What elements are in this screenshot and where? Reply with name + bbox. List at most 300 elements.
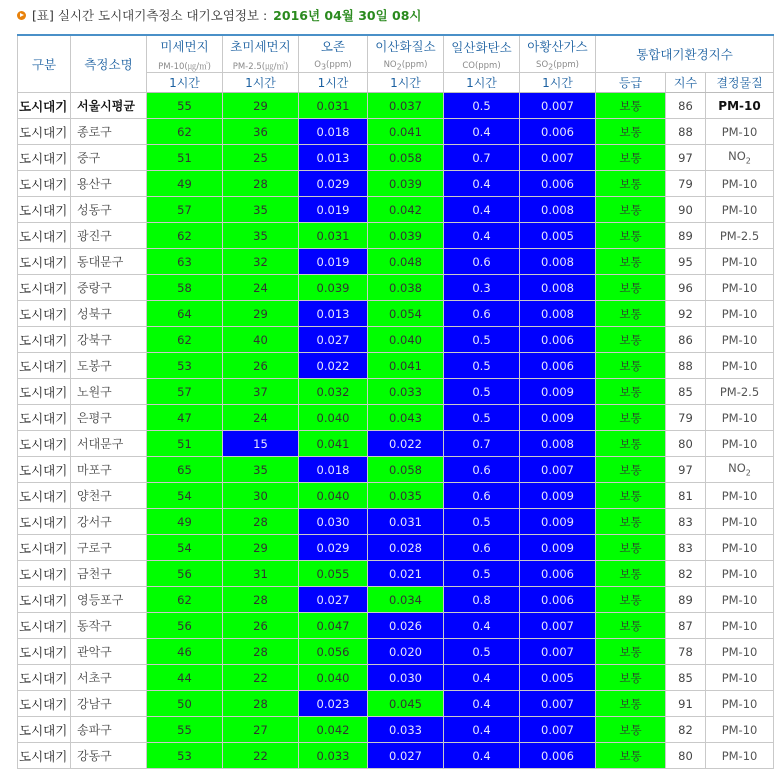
row-station: 영등포구	[71, 587, 147, 613]
row-kind: 도시대기	[18, 353, 71, 379]
cell-determinant	[706, 457, 774, 483]
row-station: 성북구	[71, 301, 147, 327]
cell-cai-index: 89	[666, 587, 706, 613]
cell-so2: 0.007	[520, 717, 596, 743]
cell-co: 0.5	[444, 405, 520, 431]
period-pm10: 1시간	[147, 73, 223, 93]
cell-cai-index: 83	[666, 535, 706, 561]
cell-cai-index: 78	[666, 639, 706, 665]
cell-so2: 0.007	[520, 457, 596, 483]
cell-cai-index: 97	[666, 145, 706, 171]
cell-pm25: 15	[223, 431, 299, 457]
cell-no2: 0.037	[368, 93, 444, 119]
cell-cai-index: 79	[666, 171, 706, 197]
cell-determinant: PM-10	[706, 171, 774, 197]
cell-determinant: PM-10	[706, 119, 774, 145]
cell-cai-index: 80	[666, 743, 706, 769]
cell-cai-grade: 보통	[596, 431, 666, 457]
cell-cai-index: 95	[666, 249, 706, 275]
period-so2: 1시간	[520, 73, 596, 93]
period-pm25: 1시간	[223, 73, 299, 93]
row-kind: 도시대기	[18, 301, 71, 327]
cell-cai-index: 89	[666, 223, 706, 249]
cell-o3: 0.042	[299, 717, 368, 743]
cell-pm10: 46	[147, 639, 223, 665]
cell-o3: 0.029	[299, 535, 368, 561]
cell-determinant: PM-10	[706, 691, 774, 717]
cell-pm10: 57	[147, 197, 223, 223]
cell-cai-index: 81	[666, 483, 706, 509]
cell-cai-index: 85	[666, 379, 706, 405]
cell-cai-grade: 보통	[596, 93, 666, 119]
cell-cai-index: 88	[666, 119, 706, 145]
cell-pm25: 29	[223, 301, 299, 327]
cell-so2: 0.006	[520, 327, 596, 353]
cell-pm10: 51	[147, 145, 223, 171]
cell-cai-grade: 보통	[596, 639, 666, 665]
cell-determinant: PM-10	[706, 301, 774, 327]
cell-no2: 0.043	[368, 405, 444, 431]
table-row	[18, 249, 774, 275]
period-o3: 1시간	[299, 73, 368, 93]
table-row	[18, 613, 774, 639]
row-station: 동대문구	[71, 249, 147, 275]
cell-determinant: PM-10	[706, 587, 774, 613]
cell-determinant	[706, 145, 774, 171]
cell-no2: 0.038	[368, 275, 444, 301]
table-row	[18, 197, 774, 223]
cell-cai-grade: 보통	[596, 223, 666, 249]
cell-pm10: 65	[147, 457, 223, 483]
cell-cai-index: 91	[666, 691, 706, 717]
cell-pm25: 29	[223, 93, 299, 119]
header-cai: 통합대기환경지수	[596, 35, 774, 73]
cell-no2: 0.035	[368, 483, 444, 509]
table-row	[18, 119, 774, 145]
determinant-text: $NO_2$	[728, 461, 751, 478]
cell-cai-grade: 보통	[596, 379, 666, 405]
table-row	[18, 327, 774, 353]
cell-no2: 0.058	[368, 457, 444, 483]
cell-o3: 0.056	[299, 639, 368, 665]
row-kind: 도시대기	[18, 145, 71, 171]
cell-cai-grade: 보통	[596, 457, 666, 483]
cell-cai-grade: 보통	[596, 327, 666, 353]
cell-pm25: 31	[223, 561, 299, 587]
table-row	[18, 431, 774, 457]
cell-cai-grade: 보통	[596, 197, 666, 223]
row-station: 강서구	[71, 509, 147, 535]
cell-pm25: 30	[223, 483, 299, 509]
row-station: 서초구	[71, 665, 147, 691]
cell-no2: 0.033	[368, 717, 444, 743]
cell-determinant: PM-10	[706, 353, 774, 379]
row-station: 강남구	[71, 691, 147, 717]
row-kind: 도시대기	[18, 223, 71, 249]
cell-cai-grade: 보통	[596, 249, 666, 275]
cell-no2: 0.041	[368, 353, 444, 379]
row-station: 중랑구	[71, 275, 147, 301]
cell-so2: 0.007	[520, 691, 596, 717]
row-kind: 도시대기	[18, 327, 71, 353]
header-o3: 오존 $O_3(ppm)$	[299, 35, 368, 73]
cell-so2: 0.009	[520, 483, 596, 509]
row-station: 종로구	[71, 119, 147, 145]
cell-determinant: PM-10	[706, 561, 774, 587]
cell-pm25: 24	[223, 405, 299, 431]
cell-pm10: 62	[147, 119, 223, 145]
cell-pm10: 55	[147, 93, 223, 119]
row-station: 중구	[71, 145, 147, 171]
row-station: 양천구	[71, 483, 147, 509]
cell-pm10: 54	[147, 483, 223, 509]
cell-determinant: PM-10	[706, 249, 774, 275]
cell-cai-grade: 보통	[596, 535, 666, 561]
page-title: 실시간 도시대기측정소 대기오염정보 :	[57, 8, 268, 23]
table-row	[18, 457, 774, 483]
cell-pm10: 51	[147, 431, 223, 457]
cell-no2: 0.058	[368, 145, 444, 171]
cell-pm25: 32	[223, 249, 299, 275]
row-station: 서대문구	[71, 431, 147, 457]
cell-co: 0.5	[444, 561, 520, 587]
cell-no2: 0.033	[368, 379, 444, 405]
cell-no2: 0.045	[368, 691, 444, 717]
cell-co: 0.5	[444, 327, 520, 353]
cell-cai-index: 92	[666, 301, 706, 327]
header-so2: 아황산가스 $SO_2(ppm)$	[520, 35, 596, 73]
cell-cai-index: 82	[666, 561, 706, 587]
cell-co: 0.4	[444, 665, 520, 691]
row-kind: 도시대기	[18, 119, 71, 145]
cell-pm25: 28	[223, 639, 299, 665]
header-station: 측정소명	[71, 35, 147, 93]
row-station: 강동구	[71, 743, 147, 769]
cell-no2: 0.028	[368, 535, 444, 561]
cell-o3: 0.029	[299, 171, 368, 197]
cell-co: 0.6	[444, 535, 520, 561]
cell-determinant: PM-10	[706, 665, 774, 691]
cell-o3: 0.019	[299, 249, 368, 275]
cell-o3: 0.039	[299, 275, 368, 301]
cell-o3: 0.027	[299, 327, 368, 353]
cell-pm25: 35	[223, 223, 299, 249]
row-kind: 도시대기	[18, 171, 71, 197]
cell-no2: 0.021	[368, 561, 444, 587]
cell-co: 0.5	[444, 93, 520, 119]
cell-cai-index: 86	[666, 93, 706, 119]
row-station: 구로구	[71, 535, 147, 561]
cell-cai-grade: 보통	[596, 587, 666, 613]
cell-no2: 0.039	[368, 171, 444, 197]
cell-so2: 0.005	[520, 665, 596, 691]
cell-cai-grade: 보통	[596, 275, 666, 301]
cell-pm10: 57	[147, 379, 223, 405]
cell-so2: 0.006	[520, 587, 596, 613]
cell-so2: 0.005	[520, 223, 596, 249]
cell-pm25: 26	[223, 613, 299, 639]
cell-pm25: 28	[223, 509, 299, 535]
cell-determinant: PM-10	[706, 197, 774, 223]
cell-pm10: 62	[147, 223, 223, 249]
cell-so2: 0.009	[520, 535, 596, 561]
cell-co: 0.7	[444, 431, 520, 457]
cell-o3: 0.023	[299, 691, 368, 717]
cell-so2: 0.009	[520, 509, 596, 535]
cell-no2: 0.026	[368, 613, 444, 639]
row-station: 도봉구	[71, 353, 147, 379]
air-quality-table	[17, 34, 774, 769]
cell-o3: 0.018	[299, 457, 368, 483]
table-row	[18, 301, 774, 327]
row-kind: 도시대기	[18, 717, 71, 743]
cell-determinant: PM-10	[706, 483, 774, 509]
row-station: 서울시평균	[71, 93, 147, 119]
cell-o3: 0.030	[299, 509, 368, 535]
cell-o3: 0.027	[299, 587, 368, 613]
determinant-subscript: 2	[745, 156, 751, 166]
cell-o3: 0.041	[299, 431, 368, 457]
header-kind: 구분	[18, 35, 71, 93]
cell-determinant: PM-10	[706, 431, 774, 457]
table-row	[18, 743, 774, 769]
cell-so2: 0.008	[520, 431, 596, 457]
table-row	[18, 717, 774, 743]
header-cai-determinant: 결정물질	[706, 73, 774, 93]
cell-o3: 0.032	[299, 379, 368, 405]
cell-cai-grade: 보통	[596, 171, 666, 197]
cell-no2: 0.054	[368, 301, 444, 327]
cell-co: 0.4	[444, 691, 520, 717]
table-row	[18, 379, 774, 405]
cell-cai-grade: 보통	[596, 405, 666, 431]
table-row	[18, 145, 774, 171]
cell-co: 0.4	[444, 717, 520, 743]
table-row	[18, 561, 774, 587]
cell-so2: 0.008	[520, 249, 596, 275]
cell-co: 0.5	[444, 509, 520, 535]
cell-cai-index: 79	[666, 405, 706, 431]
cell-cai-grade: 보통	[596, 301, 666, 327]
cell-no2: 0.039	[368, 223, 444, 249]
cell-co: 0.6	[444, 301, 520, 327]
cell-no2: 0.042	[368, 197, 444, 223]
cell-cai-index: 87	[666, 613, 706, 639]
cell-cai-index: 82	[666, 717, 706, 743]
row-station: 노원구	[71, 379, 147, 405]
cell-co: 0.7	[444, 145, 520, 171]
header-cai-grade: 등급	[596, 73, 666, 93]
cell-cai-grade: 보통	[596, 665, 666, 691]
cell-pm10: 56	[147, 561, 223, 587]
row-station: 금천구	[71, 561, 147, 587]
table-row	[18, 535, 774, 561]
cell-cai-index: 96	[666, 275, 706, 301]
cell-co: 0.6	[444, 483, 520, 509]
cell-o3: 0.040	[299, 405, 368, 431]
row-kind: 도시대기	[18, 275, 71, 301]
cell-pm25: 24	[223, 275, 299, 301]
cell-so2: 0.008	[520, 197, 596, 223]
cell-pm10: 58	[147, 275, 223, 301]
cell-cai-index: 85	[666, 665, 706, 691]
row-station: 강북구	[71, 327, 147, 353]
cell-o3: 0.033	[299, 743, 368, 769]
cell-co: 0.4	[444, 613, 520, 639]
cell-pm25: 22	[223, 665, 299, 691]
cell-determinant: PM-10	[706, 743, 774, 769]
header-no2: 이산화질소 $NO_2(ppm)$	[368, 35, 444, 73]
cell-pm10: 55	[147, 717, 223, 743]
cell-cai-grade: 보통	[596, 613, 666, 639]
row-station: 은평구	[71, 405, 147, 431]
cell-so2: 0.008	[520, 301, 596, 327]
cell-cai-grade: 보통	[596, 691, 666, 717]
cell-pm10: 64	[147, 301, 223, 327]
cell-pm25: 28	[223, 691, 299, 717]
cell-so2: 0.009	[520, 405, 596, 431]
row-kind: 도시대기	[18, 93, 71, 119]
cell-pm25: 28	[223, 171, 299, 197]
cell-so2: 0.007	[520, 145, 596, 171]
row-kind: 도시대기	[18, 379, 71, 405]
cell-o3: 0.013	[299, 301, 368, 327]
cell-o3: 0.047	[299, 613, 368, 639]
cell-co: 0.5	[444, 639, 520, 665]
cell-co: 0.5	[444, 379, 520, 405]
cell-co: 0.6	[444, 457, 520, 483]
header-pm25: 초미세먼지 PM-2.5(㎍/㎥)	[223, 35, 299, 73]
cell-pm25: 36	[223, 119, 299, 145]
cell-no2: 0.030	[368, 665, 444, 691]
row-kind: 도시대기	[18, 457, 71, 483]
table-row	[18, 691, 774, 717]
cell-co: 0.4	[444, 171, 520, 197]
row-kind: 도시대기	[18, 743, 71, 769]
row-kind: 도시대기	[18, 431, 71, 457]
table-row	[18, 405, 774, 431]
cell-o3: 0.013	[299, 145, 368, 171]
table-row	[18, 509, 774, 535]
cell-co: 0.3	[444, 275, 520, 301]
cell-o3: 0.022	[299, 353, 368, 379]
table-row	[18, 665, 774, 691]
cell-pm25: 22	[223, 743, 299, 769]
cell-cai-index: 90	[666, 197, 706, 223]
cell-pm25: 40	[223, 327, 299, 353]
table-row	[18, 587, 774, 613]
row-station: 용산구	[71, 171, 147, 197]
row-station: 동작구	[71, 613, 147, 639]
cell-pm25: 25	[223, 145, 299, 171]
page-title-bar	[0, 4, 783, 26]
cell-pm10: 53	[147, 743, 223, 769]
cell-determinant: PM-10	[706, 613, 774, 639]
cell-co: 0.4	[444, 119, 520, 145]
cell-determinant: PM-10	[706, 717, 774, 743]
row-kind: 도시대기	[18, 561, 71, 587]
cell-co: 0.5	[444, 353, 520, 379]
table-row	[18, 275, 774, 301]
cell-o3: 0.055	[299, 561, 368, 587]
row-station: 광진구	[71, 223, 147, 249]
table-row	[18, 353, 774, 379]
cell-co: 0.8	[444, 587, 520, 613]
cell-cai-index: 88	[666, 353, 706, 379]
cell-pm25: 27	[223, 717, 299, 743]
header-cai-index: 지수	[666, 73, 706, 93]
cell-so2: 0.006	[520, 743, 596, 769]
row-kind: 도시대기	[18, 405, 71, 431]
row-kind: 도시대기	[18, 249, 71, 275]
cell-determinant: PM-10	[706, 639, 774, 665]
row-kind: 도시대기	[18, 535, 71, 561]
cell-pm25: 28	[223, 587, 299, 613]
row-kind: 도시대기	[18, 483, 71, 509]
cell-co: 0.4	[444, 223, 520, 249]
table-row	[18, 639, 774, 665]
cell-pm10: 54	[147, 535, 223, 561]
cell-no2: 0.040	[368, 327, 444, 353]
cell-pm10: 47	[147, 405, 223, 431]
row-kind: 도시대기	[18, 639, 71, 665]
cell-pm10: 62	[147, 327, 223, 353]
row-kind: 도시대기	[18, 197, 71, 223]
row-kind: 도시대기	[18, 587, 71, 613]
cell-cai-grade: 보통	[596, 561, 666, 587]
cell-so2: 0.009	[520, 379, 596, 405]
cell-pm10: 62	[147, 587, 223, 613]
cell-cai-grade: 보통	[596, 717, 666, 743]
cell-so2: 0.006	[520, 561, 596, 587]
cell-determinant: PM-10	[706, 405, 774, 431]
table-row	[18, 223, 774, 249]
cell-o3: 0.019	[299, 197, 368, 223]
cell-so2: 0.006	[520, 353, 596, 379]
cell-cai-grade: 보통	[596, 483, 666, 509]
air-quality-table-wrapper	[17, 34, 774, 769]
cell-cai-grade: 보통	[596, 353, 666, 379]
cell-pm10: 49	[147, 509, 223, 535]
cell-o3: 0.031	[299, 93, 368, 119]
cell-so2: 0.007	[520, 639, 596, 665]
cell-pm25: 29	[223, 535, 299, 561]
cell-cai-index: 83	[666, 509, 706, 535]
cell-pm25: 26	[223, 353, 299, 379]
cell-so2: 0.006	[520, 171, 596, 197]
cell-pm25: 35	[223, 197, 299, 223]
row-kind: 도시대기	[18, 691, 71, 717]
cell-determinant: PM-2.5	[706, 223, 774, 249]
cell-no2: 0.022	[368, 431, 444, 457]
table-row	[18, 171, 774, 197]
table-body	[18, 93, 774, 769]
cell-cai-grade: 보통	[596, 743, 666, 769]
cell-o3: 0.018	[299, 119, 368, 145]
cell-cai-grade: 보통	[596, 119, 666, 145]
cell-so2: 0.007	[520, 93, 596, 119]
cell-pm10: 49	[147, 171, 223, 197]
cell-co: 0.6	[444, 249, 520, 275]
cell-determinant: PM-10	[706, 535, 774, 561]
cell-no2: 0.034	[368, 587, 444, 613]
table-row	[18, 93, 774, 119]
cell-co: 0.4	[444, 743, 520, 769]
cell-cai-index: 86	[666, 327, 706, 353]
cell-so2: 0.008	[520, 275, 596, 301]
cell-cai-index: 80	[666, 431, 706, 457]
period-no2: 1시간	[368, 73, 444, 93]
